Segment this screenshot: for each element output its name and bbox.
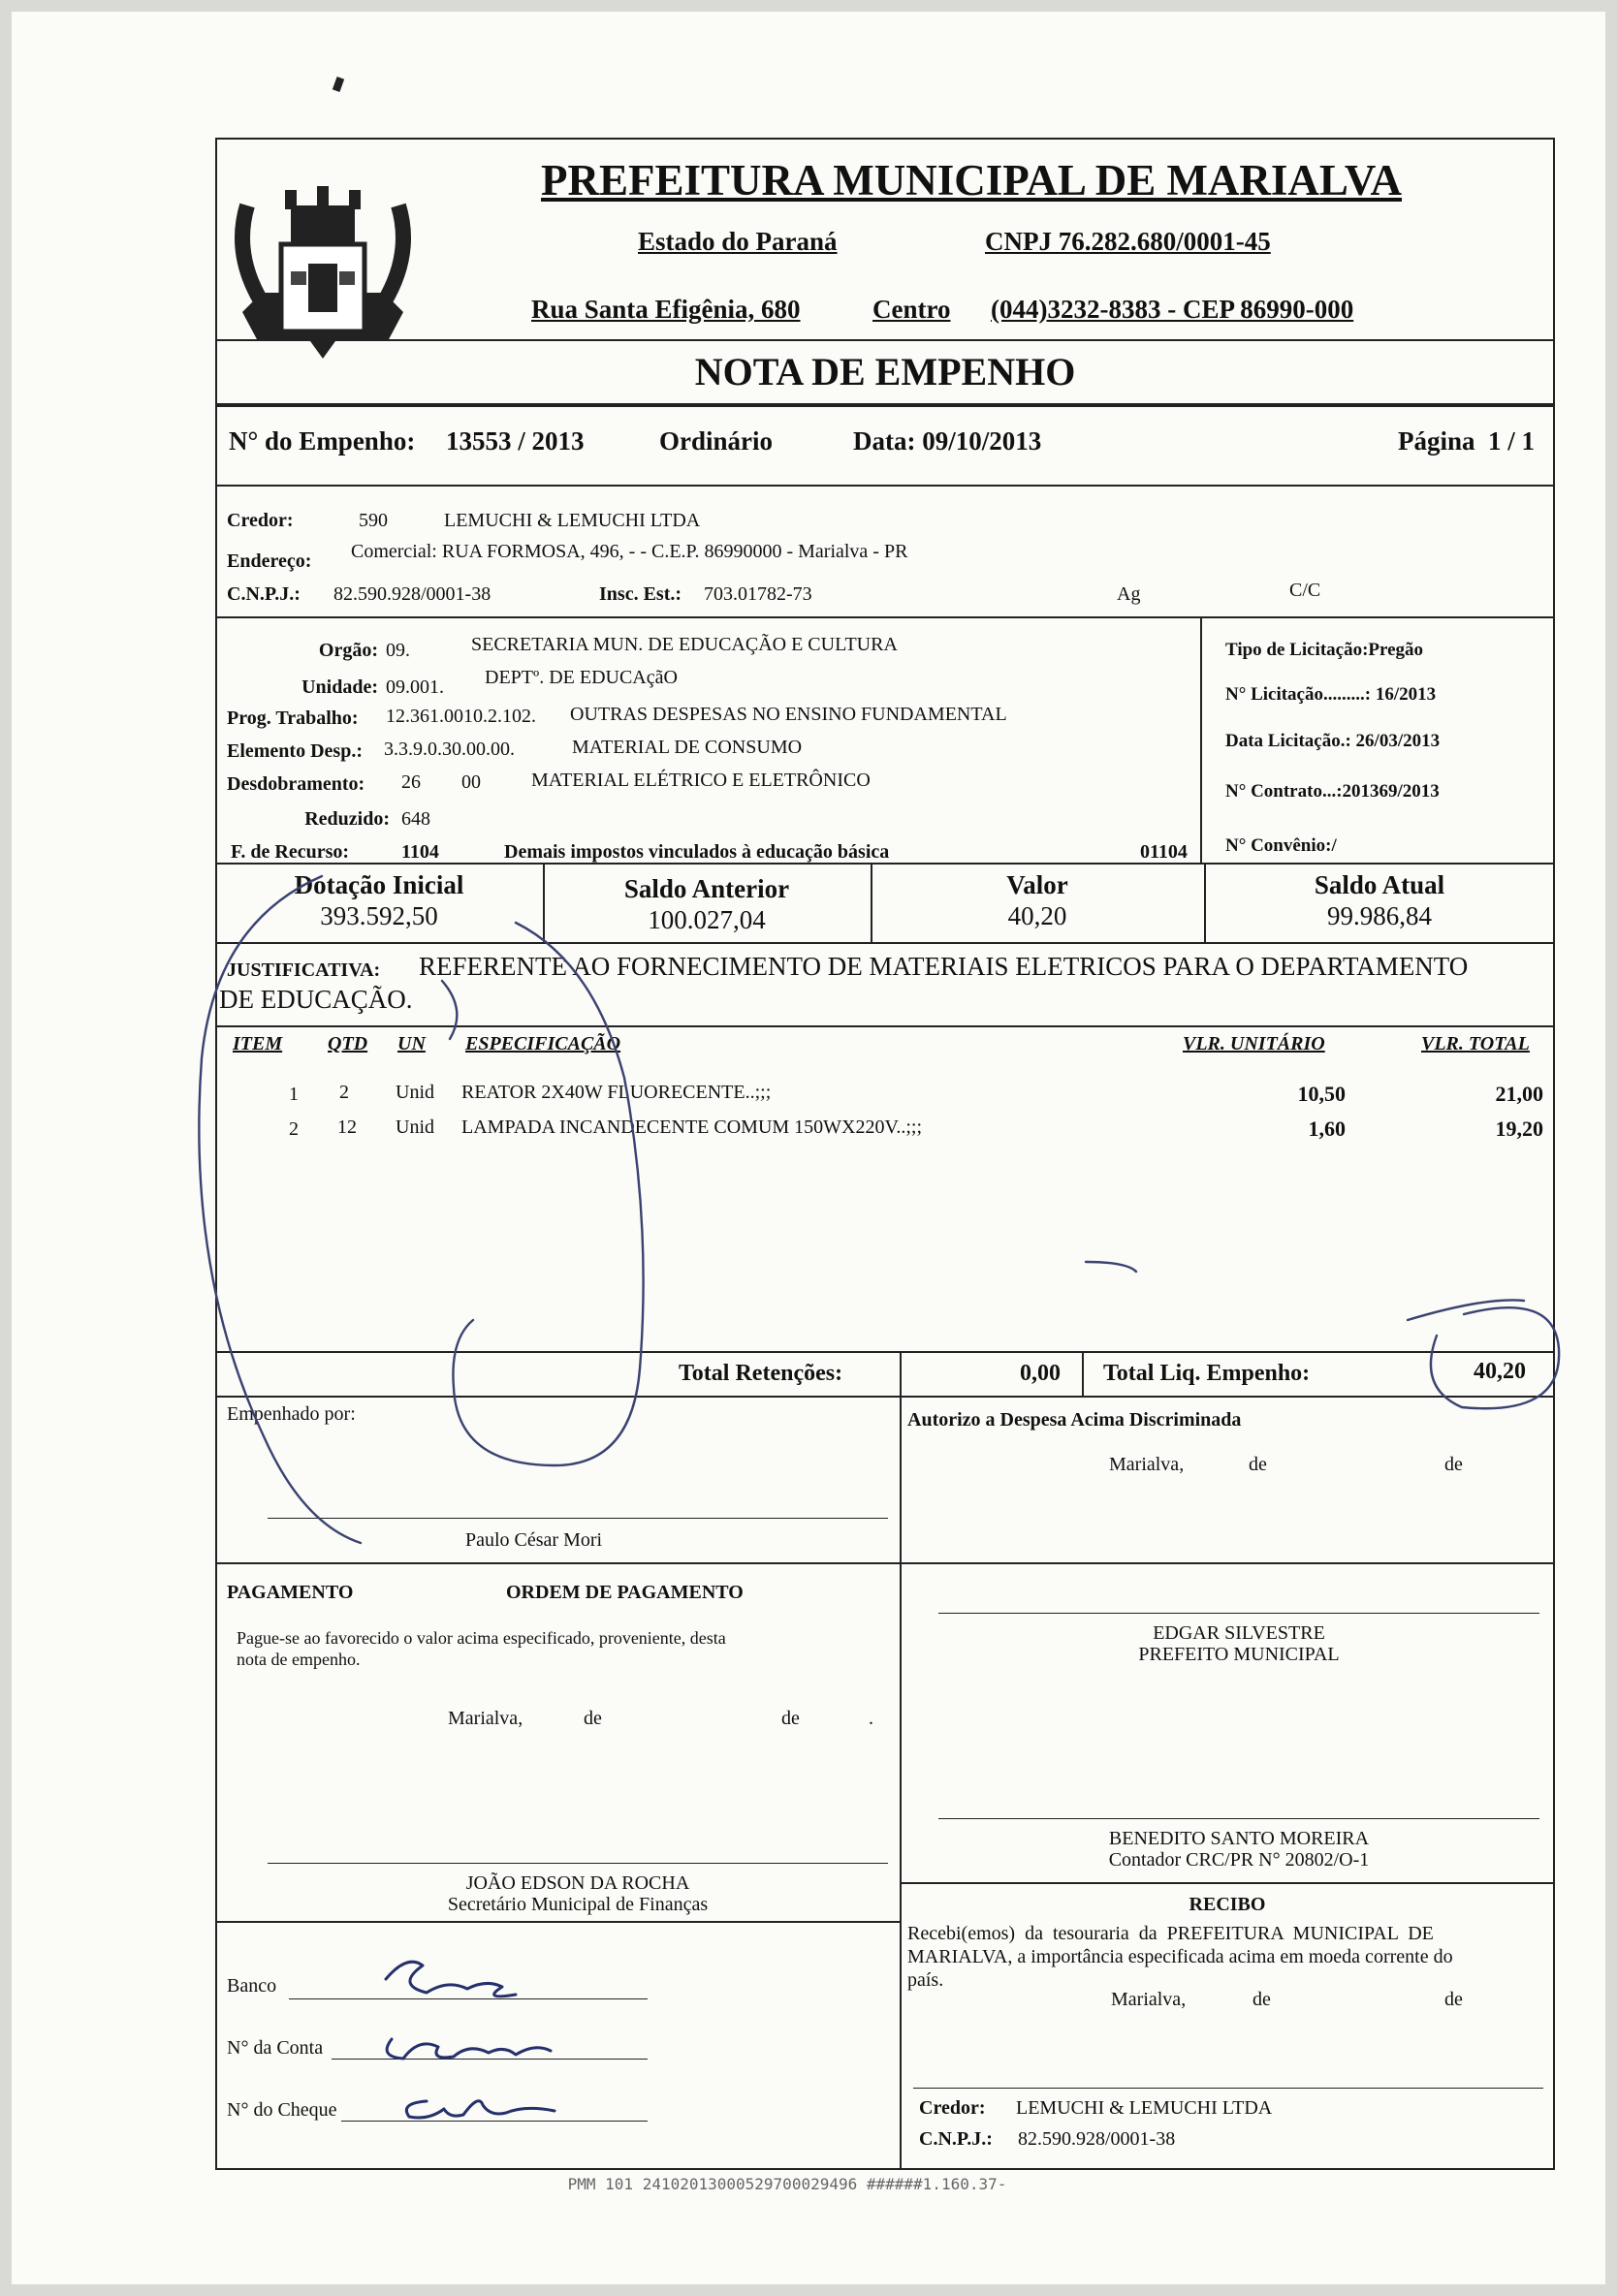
recibo-de-1: de <box>1252 1989 1271 2010</box>
valor-value: 40,20 <box>1007 901 1067 930</box>
recibo-credor-label: Credor: <box>919 2097 986 2119</box>
recurso-label: F. de Recurso: <box>231 841 350 863</box>
orgao-code: 09. <box>386 640 410 661</box>
row-unit: 1,60 <box>1308 1117 1346 1141</box>
cnpj-label: CNPJ 76.282.680/0001-45 <box>985 227 1271 256</box>
phone-cep-label: (044)3232-8383 - CEP 86990-000 <box>991 295 1354 324</box>
row-un: Unid <box>396 1117 434 1138</box>
empenho-date: Data: 09/10/2013 <box>853 426 1042 456</box>
district-label: Centro <box>872 295 951 324</box>
conta-label: N° da Conta <box>227 2037 324 2059</box>
elem-name: MATERIAL DE CONSUMO <box>572 737 803 758</box>
footer-code: PMM 101 24102013000529700029496 ######1.160.37- <box>567 2175 1007 2193</box>
pagamento-de-1: de <box>584 1708 602 1729</box>
elem-label: Elemento Desp.: <box>227 740 363 762</box>
licitacao-tipo: Tipo de Licitação:Pregão <box>1225 640 1424 660</box>
insc-label: Insc. Est.: <box>599 583 682 605</box>
municipal-crest-icon <box>223 147 423 359</box>
recurso-code: 1104 <box>401 841 439 863</box>
cnpj-credor-value: 82.590.928/0001-38 <box>333 583 491 605</box>
empenho-number: 13553 / 2013 <box>446 426 585 456</box>
pagamento-dot: . <box>869 1708 873 1729</box>
retencoes-label: Total Retenções: <box>679 1361 843 1386</box>
svg-text:MARIALVA: MARIALVA <box>282 315 364 331</box>
recibo-text-2: MARIALVA, a importância especificada acima em moeda corrente do <box>907 1946 1453 1967</box>
row-un: Unid <box>396 1082 434 1103</box>
desd-code1: 26 <box>401 771 421 793</box>
row-qtd: 12 <box>337 1117 357 1138</box>
justificativa-label: JUSTIFICATIVA: <box>227 959 381 981</box>
autorizo-label: Autorizo a Despesa Acima Discriminada <box>907 1409 1242 1431</box>
state-label: Estado do Paraná <box>638 227 838 256</box>
recurso-code2: 01104 <box>1140 841 1188 863</box>
desd-code2: 00 <box>461 771 481 793</box>
reduzido-label: Reduzido: <box>304 808 390 830</box>
justificativa-text-2: DE EDUCAÇÃO. <box>219 985 413 1014</box>
secretario-name: JOÃO EDSON DA ROCHA <box>465 1872 690 1894</box>
licitacao-contrato: N° Contrato...:201369/2013 <box>1225 781 1440 802</box>
retencoes-value: 0,00 <box>1020 1361 1061 1386</box>
pague-text-2: nota de empenho. <box>237 1650 361 1669</box>
document-page <box>12 12 1605 2284</box>
col-item: ITEM <box>233 1033 283 1054</box>
justificativa-text-1: REFERENTE AO FORNECIMENTO DE MATERIAIS ELETRICOS PARA O DEPARTAMENTO <box>419 952 1469 981</box>
col-vlr-unitario: VLR. UNITÁRIO <box>1183 1033 1325 1054</box>
desd-label: Desdobramento: <box>227 773 365 795</box>
empenhado-label: Empenhado por: <box>227 1403 356 1425</box>
col-un: UN <box>397 1033 426 1054</box>
dotacao-label: Dotação Inicial <box>294 870 464 899</box>
liq-label: Total Liq. Empenho: <box>1103 1361 1311 1386</box>
table-row <box>215 1117 1555 1149</box>
recibo-de-2: de <box>1444 1989 1463 2010</box>
prefeito-title: PREFEITO MUNICIPAL <box>1138 1644 1340 1665</box>
row-total: 21,00 <box>1495 1082 1543 1106</box>
elem-code: 3.3.9.0.30.00.00. <box>384 739 515 760</box>
recurso-name: Demais impostos vinculados à educação básica <box>504 841 890 863</box>
empenho-kind: Ordinário <box>659 426 774 456</box>
reduzido-value: 648 <box>401 808 430 830</box>
autorizo-place: Marialva, <box>1109 1454 1185 1475</box>
row-especificacao: REATOR 2X40W FLUORECENTE..;;; <box>461 1082 772 1103</box>
saldo-atual-value: 99.986,84 <box>1327 901 1432 930</box>
ag-label: Ag <box>1117 583 1141 605</box>
saldo-anterior-label: Saldo Anterior <box>623 874 790 903</box>
row-item: 1 <box>289 1084 299 1105</box>
scan-mark <box>333 77 344 92</box>
street-label: Rua Santa Efigênia, 680 <box>531 295 801 324</box>
address-value: Comercial: RUA FORMOSA, 496, - - C.E.P. 86990000 - Marialva - PR <box>351 541 908 562</box>
pague-text-1: Pague-se ao favorecido o valor acima especificado, proveniente, desta <box>237 1628 726 1648</box>
empenho-number-label: N° do Empenho: <box>229 426 416 456</box>
contador-title: Contador CRC/PR N° 20802/O-1 <box>1108 1849 1370 1871</box>
orgao-label: Orgão: <box>318 640 378 661</box>
licitacao-data: Data Licitação.: 26/03/2013 <box>1225 731 1441 751</box>
valor-label: Valor <box>1006 870 1068 899</box>
unidade-name: DEPTº. DE EDUCAçãO <box>485 667 678 688</box>
autorizo-de-2: de <box>1444 1454 1463 1475</box>
col-qtd: QTD <box>328 1033 368 1054</box>
recibo-place: Marialva, <box>1111 1989 1187 2010</box>
prog-label: Prog. Trabalho: <box>227 708 359 729</box>
cnpj-credor-label: C.N.P.J.: <box>227 583 301 605</box>
row-especificacao: LAMPADA INCANDECENTE COMUM 150WX220V..;;; <box>461 1117 923 1138</box>
credor-name: LEMUCHI & LEMUCHI LTDA <box>444 510 701 531</box>
row-total: 19,20 <box>1495 1117 1543 1141</box>
orgao-name: SECRETARIA MUN. DE EDUCAÇÃO E CULTURA <box>471 634 898 655</box>
pagamento-de-2: de <box>781 1708 800 1729</box>
recibo-text-1: Recebi(emos) da tesouraria da PREFEITURA MUNICIPAL DE <box>907 1923 1434 1944</box>
recibo-title: RECIBO <box>1189 1894 1266 1915</box>
col-especificacao: ESPECIFICAÇÃO <box>465 1033 621 1054</box>
insc-value: 703.01782-73 <box>704 583 812 605</box>
row-qtd: 2 <box>339 1082 349 1103</box>
unidade-code: 09.001. <box>386 676 444 698</box>
pagamento-label: PAGAMENTO <box>227 1582 354 1603</box>
page-number: Página 1 / 1 <box>1398 426 1536 456</box>
prog-name: OUTRAS DESPESAS NO ENSINO FUNDAMENTAL <box>570 704 1007 725</box>
prog-code: 12.361.0010.2.102. <box>386 706 536 727</box>
address-label: Endereço: <box>227 550 312 572</box>
ordem-pagamento-label: ORDEM DE PAGAMENTO <box>506 1582 744 1603</box>
unidade-label: Unidade: <box>301 676 378 698</box>
col-vlr-total: VLR. TOTAL <box>1421 1033 1530 1054</box>
recibo-cnpj-label: C.N.P.J.: <box>919 2128 993 2150</box>
credor-label: Credor: <box>227 510 294 531</box>
credor-code: 590 <box>359 510 388 531</box>
row-item: 2 <box>289 1118 299 1140</box>
document-title: NOTA DE EMPENHO <box>694 350 1076 393</box>
cc-label: C/C <box>1289 580 1321 601</box>
saldo-anterior-value: 100.027,04 <box>648 905 766 934</box>
recibo-text-3: país. <box>907 1969 944 1991</box>
secretario-title: Secretário Municipal de Finanças <box>447 1894 709 1915</box>
contador-name: BENEDITO SANTO MOREIRA <box>1108 1828 1370 1849</box>
licitacao-numero: N° Licitação.........: 16/2013 <box>1225 684 1437 705</box>
banco-label: Banco <box>227 1975 277 1997</box>
pagamento-place: Marialva, <box>448 1708 523 1729</box>
cheque-label: N° do Cheque <box>227 2099 337 2121</box>
liq-value: 40,20 <box>1474 1359 1526 1384</box>
autorizo-de-1: de <box>1249 1454 1267 1475</box>
saldo-atual-label: Saldo Atual <box>1314 870 1445 899</box>
table-row <box>215 1082 1555 1115</box>
empenhado-name: Paulo César Mori <box>465 1529 603 1551</box>
desd-name: MATERIAL ELÉTRICO E ELETRÔNICO <box>531 770 871 791</box>
recibo-cnpj-value: 82.590.928/0001-38 <box>1018 2128 1176 2150</box>
licitacao-convenio: N° Convênio:/ <box>1225 835 1337 856</box>
dotacao-value: 393.592,50 <box>320 901 438 930</box>
prefeito-name: EDGAR SILVESTRE <box>1153 1622 1325 1644</box>
municipality-title: PREFEITURA MUNICIPAL DE MARIALVA <box>540 156 1403 204</box>
row-unit: 10,50 <box>1297 1082 1346 1106</box>
recibo-credor-name: LEMUCHI & LEMUCHI LTDA <box>1016 2097 1273 2119</box>
